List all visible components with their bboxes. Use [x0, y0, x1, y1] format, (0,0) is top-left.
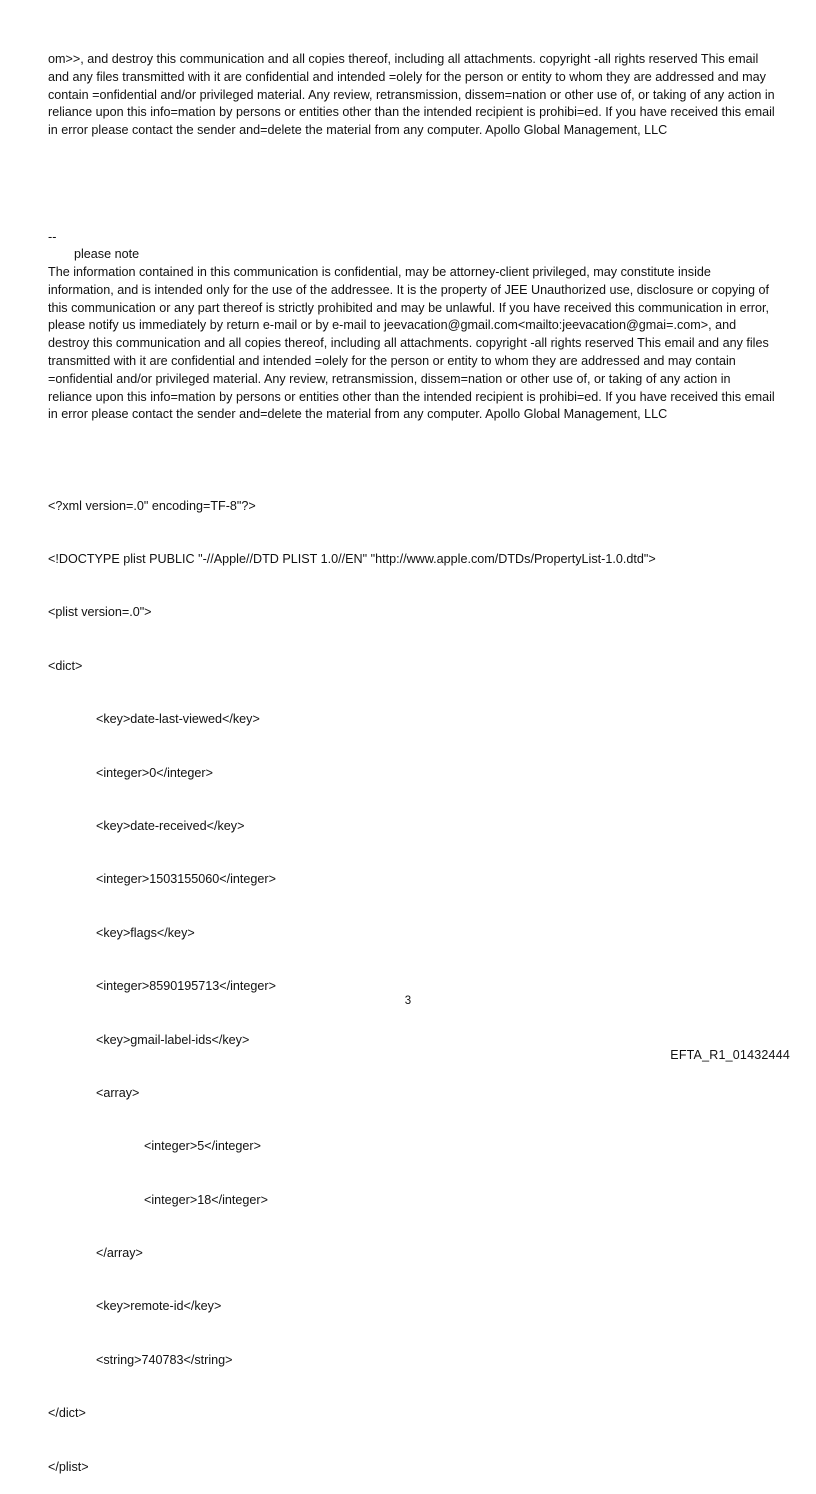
plist-line: <dict> — [48, 658, 83, 673]
plist-line: </array> — [96, 1246, 143, 1261]
plist-line: <key>date-last-viewed</key> — [96, 712, 260, 727]
plist-line: <array> — [96, 1085, 140, 1100]
plist-line: <integer>5</integer> — [144, 1139, 261, 1154]
please-note-heading: please note — [74, 247, 140, 261]
document-id: EFTA_R1_01432444 — [670, 1048, 790, 1062]
plist-line: <key>remote-id</key> — [96, 1299, 222, 1314]
disclaimer-paragraph-1: om>>, and destroy this communication and all copies thereof, including all attachments. copyright -all rights reserved This email and any files transmitted with it are confidential and intended =olely for the person or entity to whom they are addressed and may contain =onfidential and/or privileged material. Any review, retransmission, dissem=nation or other use of, or taking of any action in reliance upon this info=mation by persons or entities other than the intended recipient is prohibi=ed. If you have received this email in error please contact the sender and=delete the material from any computer. Apollo Global Management, LLC — [48, 52, 779, 138]
disclaimer-paragraph-2: The information contained in this communication is confidential, may be attorney-client privileged, may constitute inside information, and is intended only for the use of the addressee. It is the property of JEE Unauthorized use, disclosure or copying of this communication or any part thereof is strictly prohibited and may be unlawful. If you have received this communication in error, please notify us immediately by return e-mail or by e-mail to jeevacation@gmail.com<mailto:jeevacation@gmai=.com>, and destroy this communication and all copies thereof, including all attachments. copyright -all rights reserved This email and any files transmitted with it are confidential and intended =olely for the person or entity to whom they are addressed and may contain =onfidential and/or privileged material. Any review, retransmission, dissem=nation or other use of, or taking of any action in reliance upon this info=mation by persons or entities other than the intended recipient is prohibi=ed. If you have received this email in error please contact the sender and=delete the material from any computer. Apollo Global Management, LLC — [48, 265, 779, 422]
plist-line: <string>740783</string> — [96, 1352, 233, 1367]
plist-line: <plist version=.0"> — [48, 605, 152, 620]
signature-separator: -- — [48, 230, 57, 244]
plist-line: <integer>1503155060</integer> — [96, 872, 276, 887]
page-number: 3 — [404, 995, 412, 1007]
plist-xml-block — [48, 462, 778, 1494]
plist-line: </dict> — [48, 1406, 86, 1421]
plist-line: <key>flags</key> — [96, 925, 195, 940]
plist-line: <integer>18</integer> — [144, 1192, 268, 1207]
plist-line: <key>gmail-label-ids</key> — [96, 1032, 250, 1047]
plist-line: <integer>8590195713</integer> — [96, 979, 276, 994]
plist-line: <integer>0</integer> — [96, 765, 213, 780]
plist-line: <key>date-received</key> — [96, 818, 245, 833]
plist-line: <!DOCTYPE plist PUBLIC "-//Apple//DTD PLIST 1.0//EN" "http://www.apple.com/DTDs/PropertyList-1.0.dtd"> — [48, 551, 656, 566]
plist-line: </plist> — [48, 1459, 89, 1474]
plist-line: <?xml version=.0" encoding=TF-8"?> — [48, 498, 256, 513]
